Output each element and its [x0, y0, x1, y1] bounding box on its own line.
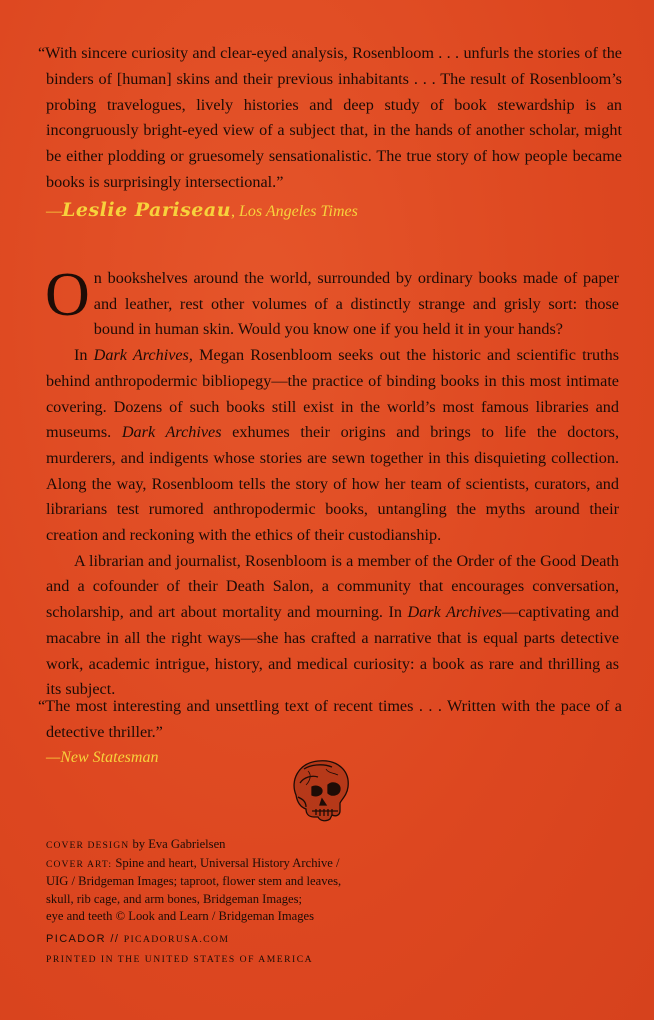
description-paragraph-2: In Dark Archives, Megan Rosenbloom seeks out the historic and scientific truths behind anthropodermic bibliopegy—the practice of binding books in this most intimate covering. Dozens of such books still exist in the world’s most famous libraries and museums. Dark Archives exhumes their origins and brings to life the doctors, murderers, and indigents whose stories are sewn together in this disquieting collection. Along the way, Rosenbloom tells the story of how her team of scientists, curators, and librarians test rumored anthropodermic books, untangling the myths around their creation and reckoning with the ethics of their custodianship. [46, 346, 619, 545]
book-description [45, 261, 619, 703]
cover-art-credit-line: UIG / Bridgeman Images; taproot, flower stem and leaves, [46, 874, 342, 889]
review-attribution-bottom: —New Statesman [46, 749, 159, 766]
book-title: Dark Archives [93, 346, 189, 365]
cover-design-credit: COVER DESIGN by Eva Gabrielsen [46, 837, 226, 851]
reviewer-name: Leslie Pariseau [62, 199, 232, 221]
review-attribution-top [46, 197, 358, 225]
description-paragraph-3: A librarian and journalist, Rosenbloom is a member of the Order of the Good Death and a cofounder of their Death Salon, a community that encourages conversation, scholarship, and art about mortality and mourning. In Dark Archives—captivating and macabre in all the right ways—she has crafted a narrative that is equal parts detective work, academic intrigue, history, and medical curiosity: a book as rare and thrilling as its subject. [46, 551, 619, 699]
cover-art-credit: COVER ART: Spine and heart, Universal History Archive / [46, 855, 340, 870]
skull-icon [282, 755, 356, 827]
drop-cap: O [45, 261, 90, 329]
publisher-name: PICADOR [46, 933, 106, 945]
quote-text: “With sincere curiosity and clear-eyed analysis, Rosenbloom . . . unfurls the stories of the binders of [human] skins and their previous inhabitants . . . The result of Rosenbloom’s probing travelogues, lively histories and deep study of book stewardship is an incongruously bright-eyed view of a subject that, in the hands of another scholar, might be either plodding or gruesomely sensationalistic. The true story of how people became books is surprisingly intersectional.” [38, 44, 622, 191]
cover-credits [46, 836, 386, 926]
cover-art-credit-line: eye and teeth © Look and Learn / Bridgeman Images [46, 909, 314, 924]
printed-in-line: PRINTED IN THE UNITED STATES OF AMERICA [46, 954, 314, 965]
review-quote-top [38, 41, 622, 196]
publisher-separator: // [105, 933, 124, 945]
attribution-dash: — [46, 203, 62, 220]
publication-name: Los Angeles Times [239, 203, 358, 220]
quote-text: “The most interesting and unsettling text of recent times . . . Written with the pace of a detective thriller.” [38, 697, 622, 741]
publisher-website: PICADORUSA.COM [123, 934, 230, 945]
cover-art-credit-line: skull, rib cage, and arm bones, Bridgeman Images; [46, 891, 303, 906]
attribution-separator: , [231, 203, 240, 220]
review-quote-bottom [38, 694, 622, 746]
description-paragraph-1: On bookshelves around the world, surrounded by ordinary books made of paper and leather, rest other volumes of a distinctly strange and grisly sort: those bound in human skin. Would you know one if you held it in your hands? [45, 261, 619, 339]
book-title: Dark Archives [121, 423, 222, 442]
publisher-line [46, 930, 229, 949]
book-title: Dark Archives [407, 603, 502, 622]
